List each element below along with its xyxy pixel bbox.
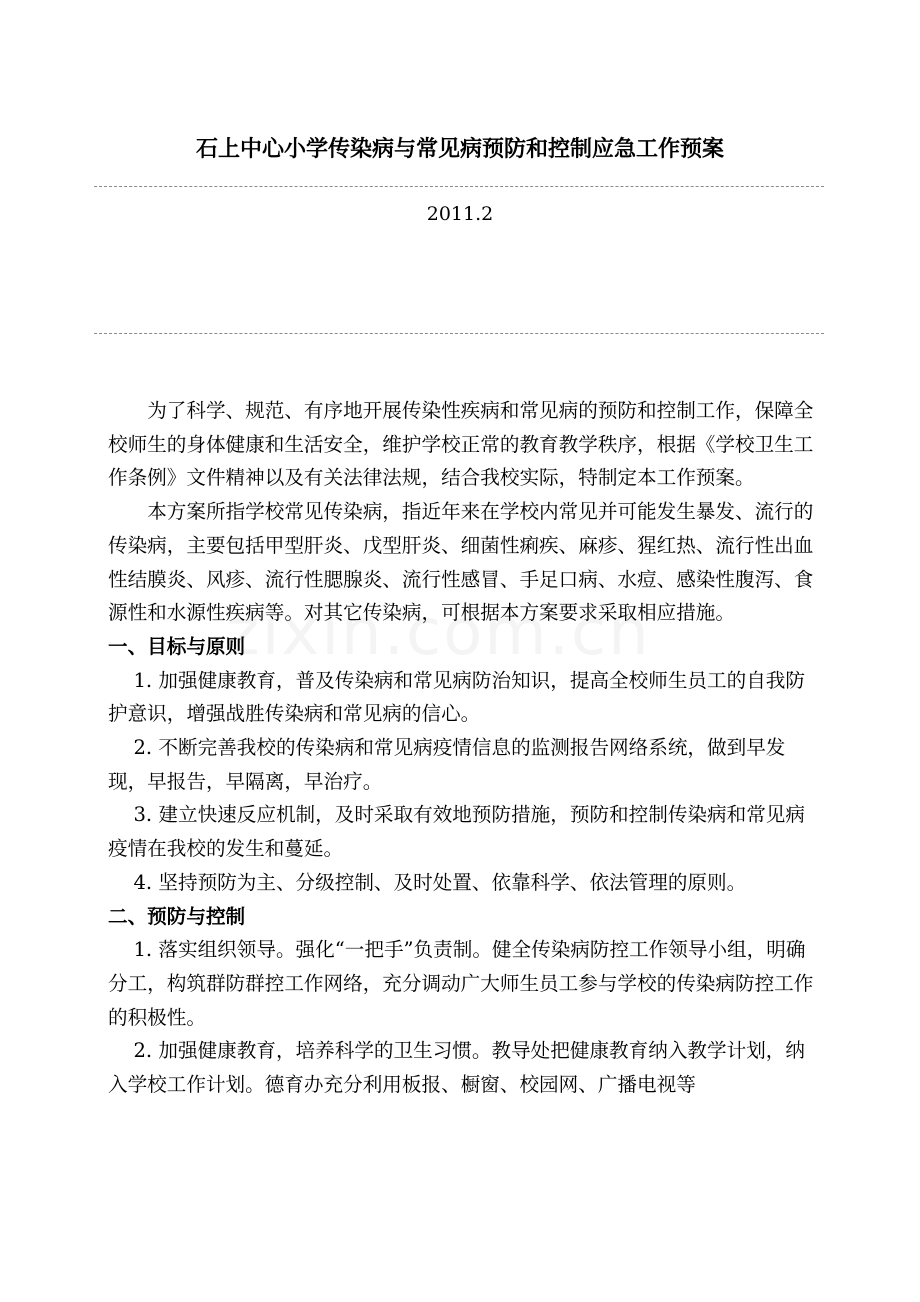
goal-item: 3. 建立快速反应机制，及时采取有效地预防措施，预防和控制传染病和常见病疫情在我校的发生和蔓延。	[108, 803, 805, 861]
header-divider	[94, 333, 824, 334]
title-divider	[94, 186, 824, 187]
goal-item: 4. 坚持预防为主、分级控制、及时处置、依靠科学、依法管理的原则。	[133, 870, 747, 894]
document-body	[108, 394, 818, 1102]
goal-item: 1. 加强健康教育，普及传染病和常见病防治知识，提高全校师生员工的自我防护意识，增强战胜传染病和常见病的信心。	[108, 668, 805, 726]
prevention-item: 1. 落实组织领导。强化“一把手”负责制。健全传染病防控工作领导小组，明确分工，构筑群防群控工作网络，充分调动广大师生员工参与学校的传染病防控工作的积极性。	[108, 938, 814, 1029]
intro-paragraph: 为了科学、规范、有序地开展传染性疾病和常见病的预防和控制工作，保障全校师生的身体健康和生活安全，维护学校正常的教育教学秩序，根据《学校卫生工作条例》文件精神以及有关法律法规，结合我校实际，特制定本工作预案。	[108, 399, 814, 490]
scope-paragraph: 本方案所指学校常见传染病，指近年来在学校内常见并可能发生暴发、流行的传染病，主要包括甲型肝炎、戊型肝炎、细菌性痢疾、麻疹、猩红热、流行性出血性结膜炎、风疹、流行性腮腺炎、流行性感冒、手足口病、水痘、感染性腹泻、食源性和水源性疾病等。对其它传染病，可根据本方案要求采取相应措施。	[108, 500, 814, 625]
section-heading-goals: 一、目标与原则	[108, 634, 246, 658]
document-title: 石上中心小学传染病与常见病预防和控制应急工作预案	[195, 137, 724, 162]
goal-item: 2. 不断完善我校的传染病和常见病疫情信息的监测报告网络系统，做到早发现，早报告，早隔离，早治疗。	[108, 736, 786, 793]
document-date: 2011.2	[426, 203, 494, 225]
prevention-item: 2. 加强健康教育，培养科学的卫生习惯。教导处把健康教育纳入教学计划，纳入学校工作计划。德育办充分利用板报、橱窗、校园网、广播电视等	[108, 1039, 805, 1097]
section-heading-prevention: 二、预防与控制	[108, 904, 246, 928]
